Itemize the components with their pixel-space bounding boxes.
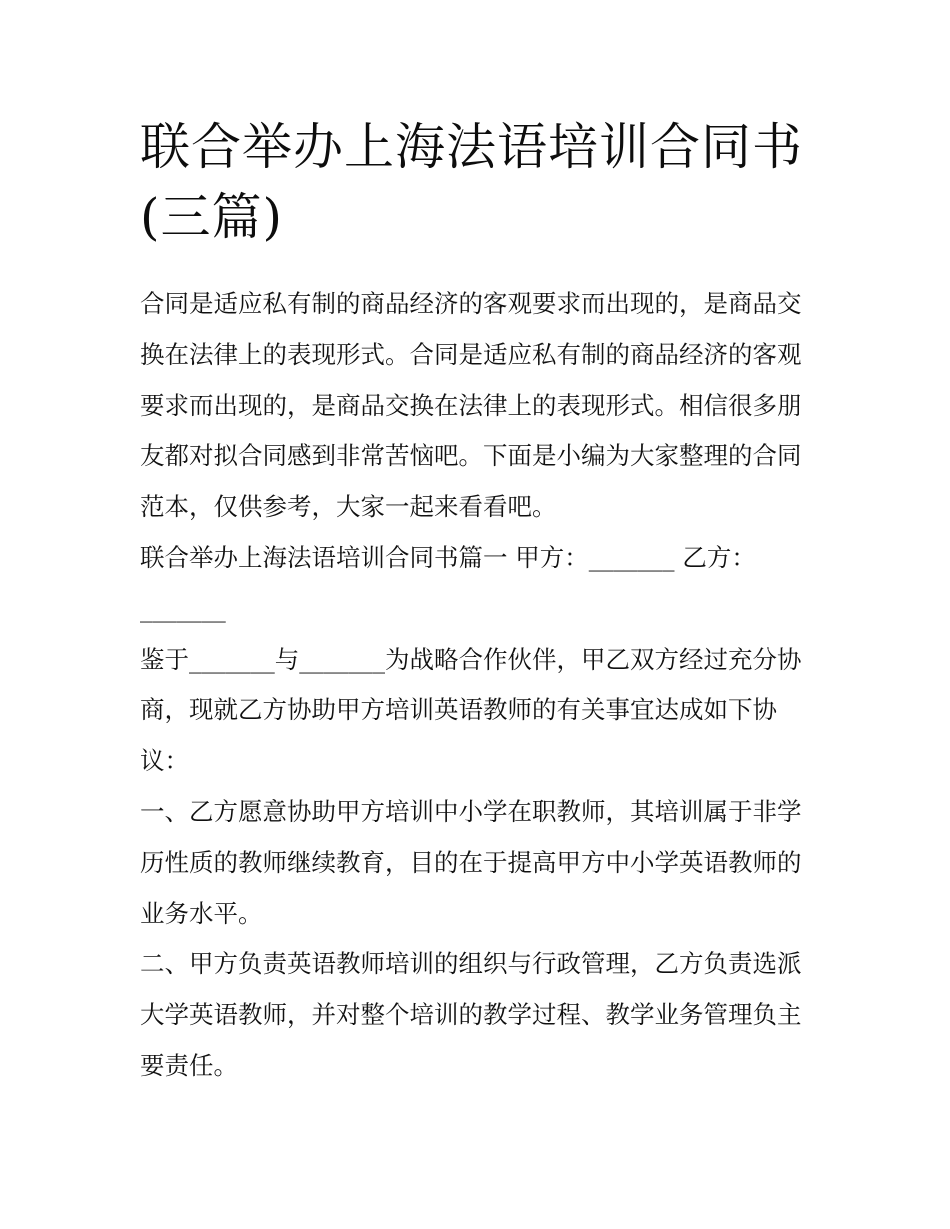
clause-1-paragraph: 一、乙方愿意协助甲方培训中小学在职教师，其培训属于非学历性质的教师继续教育，目的在于提高甲方中小学英语教师的业务水平。 (140, 796, 802, 928)
document-body (140, 279, 815, 1092)
parties-paragraph: 联合举办上海法语培训合同书篇一 甲方：_______ 乙方：_______ (140, 542, 756, 623)
document-title: 联合举办上海法语培训合同书(三篇) (140, 118, 803, 246)
preamble-paragraph: 鉴于_______与_______为战略合作伙伴，甲乙双方经过充分协商，现就乙方协助甲方培训英语教师的有关事宜达成如下协议： (140, 644, 802, 776)
intro-paragraph: 合同是适应私有制的商品经济的客观要求而出现的，是商品交换在法律上的表现形式。合同是适应私有制的商品经济的客观要求而出现的，是商品交换在法律上的表现形式。相信很多朋友都对拟合同感到非常苦恼吧。下面是小编为大家整理的合同范本，仅供参考，大家一起来看看吧。 (140, 289, 802, 522)
clause-2-paragraph: 二、甲方负责英语教师培训的组织与行政管理，乙方负责选派大学英语教师，并对整个培训的教学过程、教学业务管理负主要责任。 (140, 949, 802, 1080)
